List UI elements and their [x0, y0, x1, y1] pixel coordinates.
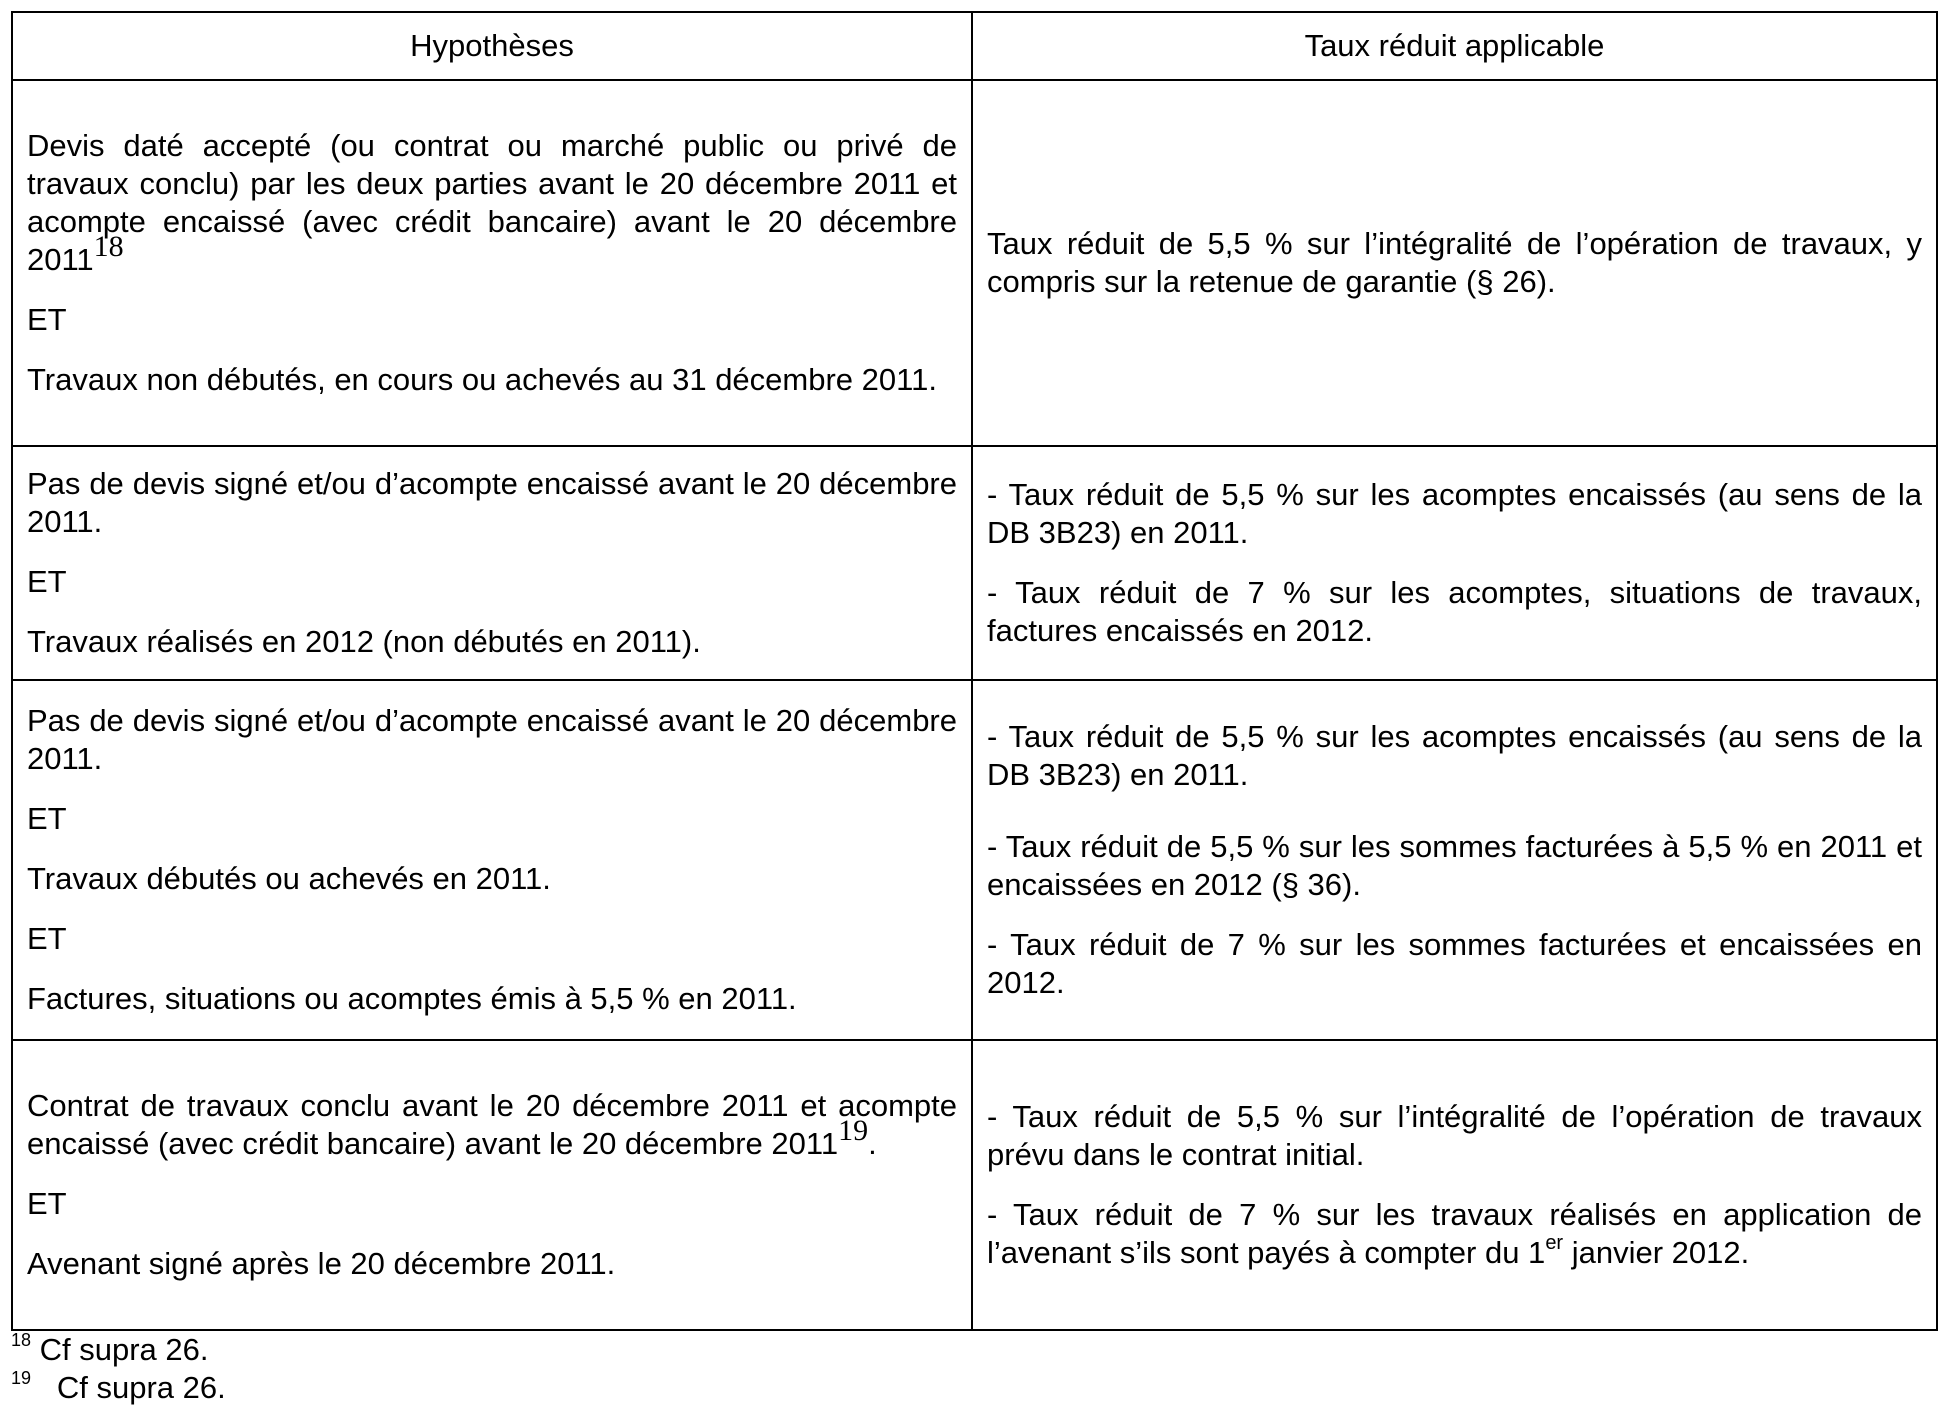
footnote [11, 1369, 1936, 1407]
hypothesis-text: Contrat de travaux conclu avant le 20 décembre 2011 et acompte encaissé (avec crédit bancaire) avant le 20 décembre 2011 [27, 1088, 957, 1161]
rate-cell [972, 680, 1937, 1040]
footnote-ref: 19 [838, 1114, 869, 1147]
hypotheses-cell [12, 446, 972, 680]
hypothesis-connector: ET [27, 1186, 67, 1221]
rate-text: - Taux réduit de 7 % sur les travaux réalisés en application de l’avenant s’ils sont payés à compter du 1 [987, 1197, 1922, 1270]
footnote [11, 1331, 1936, 1369]
hypothesis-text: Devis daté accepté (ou contrat ou marché public ou privé de travaux conclu) par les deux parties avant le 20 décembre 2011 et acompte encaissé (avec crédit bancaire) avant le 20 décembre 2011 [27, 128, 957, 277]
footnote-text: Cf supra 26. [31, 1370, 226, 1405]
rate-cell [972, 80, 1937, 446]
rate-paragraph: - Taux réduit de 5,5 % sur les sommes facturées à 5,5 % en 2011 et encaissées en 2012 (§ 36). [987, 829, 1922, 902]
footnote-text: Cf supra 26. [31, 1332, 209, 1367]
rate-paragraph [987, 1196, 1922, 1272]
footnote-ref: 18 [93, 230, 124, 263]
table-header-row [12, 12, 1937, 80]
rate-paragraph: - Taux réduit de 5,5 % sur les acomptes encaissés (au sens de la DB 3B23) en 2011. [987, 477, 1922, 550]
hypothesis-paragraph: Travaux réalisés en 2012 (non débutés en 2011). [27, 624, 701, 659]
table-row [12, 680, 1937, 1040]
hypothesis-connector: ET [27, 801, 67, 836]
hypothesis-paragraph [27, 127, 957, 279]
hypothesis-connector: ET [27, 564, 67, 599]
hypothesis-paragraph [27, 1087, 957, 1163]
rate-paragraph: - Taux réduit de 5,5 % sur les acomptes encaissés (au sens de la DB 3B23) en 2011. [987, 719, 1922, 792]
hypotheses-cell [12, 80, 972, 446]
rate-cell [972, 446, 1937, 680]
rate-paragraph: Taux réduit de 5,5 % sur l’intégralité de l’opération de travaux, y compris sur la retenue de garantie (§ 26). [987, 226, 1922, 299]
footnote-number: 18 [11, 1330, 32, 1350]
table-row [12, 446, 1937, 680]
ordinal-suffix: er [1545, 1232, 1564, 1254]
hypothesis-paragraph: Factures, situations ou acomptes émis à 5,5 % en 2011. [27, 981, 797, 1016]
rate-paragraph: - Taux réduit de 7 % sur les sommes facturées et encaissées en 2012. [987, 927, 1922, 1000]
rate-paragraph: - Taux réduit de 7 % sur les acomptes, situations de travaux, factures encaissés en 2012. [987, 575, 1922, 648]
document-page [11, 11, 1936, 1407]
hypotheses-cell [12, 680, 972, 1040]
table-row [12, 1040, 1937, 1330]
hypothesis-paragraph: Pas de devis signé et/ou d’acompte encaissé avant le 20 décembre 2011. [27, 466, 957, 539]
footnotes [11, 1331, 1936, 1407]
vat-rate-table [11, 11, 1938, 1331]
hypothesis-paragraph: Avenant signé après le 20 décembre 2011. [27, 1246, 616, 1281]
hypotheses-cell [12, 1040, 972, 1330]
hypothesis-paragraph: Pas de devis signé et/ou d’acompte encaissé avant le 20 décembre 2011. [27, 703, 957, 776]
hypothesis-text-after: . [868, 1126, 877, 1161]
hypothesis-paragraph: Travaux débutés ou achevés en 2011. [27, 861, 551, 896]
footnote-number: 19 [11, 1368, 32, 1388]
table-row [12, 80, 1937, 446]
rate-text-after: janvier 2012. [1563, 1235, 1750, 1270]
hypothesis-connector: ET [27, 302, 67, 337]
header-reduced-rate: Taux réduit applicable [972, 12, 1937, 80]
hypothesis-connector: ET [27, 921, 67, 956]
rate-paragraph: - Taux réduit de 5,5 % sur l’intégralité de l’opération de travaux prévu dans le contrat initial. [987, 1099, 1922, 1172]
rate-cell [972, 1040, 1937, 1330]
header-hypotheses: Hypothèses [12, 12, 972, 80]
hypothesis-paragraph: Travaux non débutés, en cours ou achevés au 31 décembre 2011. [27, 362, 937, 397]
